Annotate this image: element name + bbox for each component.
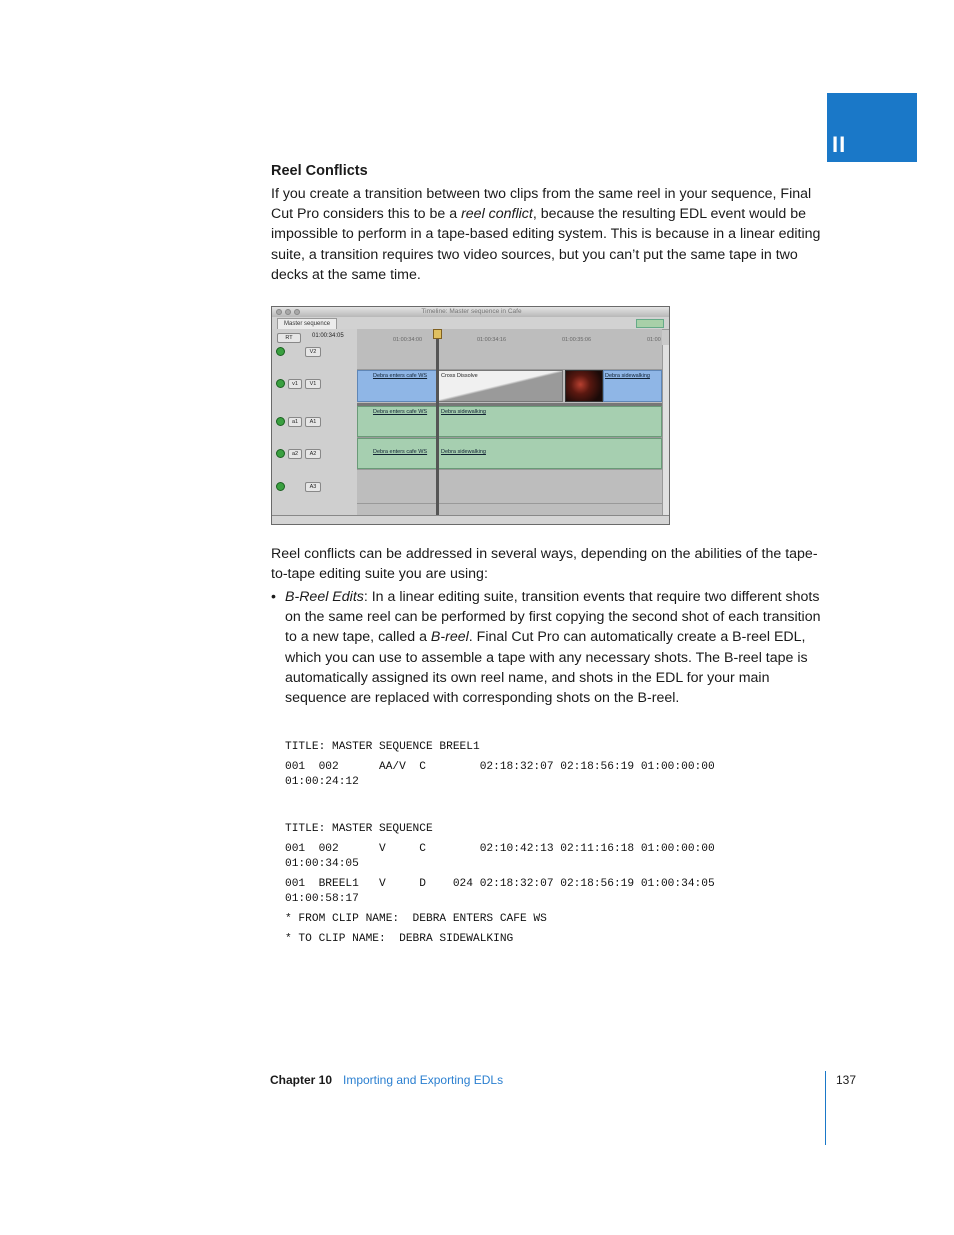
zoom-control-icon	[636, 319, 664, 328]
source-label-v1: v1	[288, 379, 302, 389]
clip-label: Debra sidewalking	[441, 449, 486, 455]
footer-chapter: Chapter 10	[270, 1073, 333, 1087]
bullet-dot: •	[271, 589, 276, 605]
bullet-text-2: . Final Cut Pro can automatically create a B-reel EDL, which you can use to assemble a tape with any necessary shots. The B-reel tape is automatically assigned its own reel name, and shots in the EDL for your main sequence are replaced with corresponding shots on the B-reel.	[285, 629, 808, 707]
footer-chapter-title-link[interactable]: Importing and Exporting EDLs	[343, 1073, 504, 1087]
track-divider	[357, 469, 670, 470]
zoom-icon	[294, 309, 300, 315]
clip-label: Debra enters cafe WS	[373, 373, 428, 379]
intro-text-2: , because the resulting EDL event would be impossible to perform in a tape-based editing system. This is because in a linear editing suite, a transition requires two video sources, but you can’t put the same tape in two decks at the same time.	[271, 206, 821, 283]
bullet-emphasis: B-reel	[430, 629, 469, 646]
track-label-v1: V1	[305, 379, 321, 389]
ruler-tick-label: 01:00:34:16	[477, 337, 507, 343]
playhead-handle-icon	[433, 329, 442, 339]
track-label-a1: A1	[305, 417, 321, 427]
track-label-a2: A2	[305, 449, 321, 459]
paragraph-2: Reel conflicts can be addressed in several ways, depending on the abilities of the tape-to-tape editing suite you are using:	[271, 546, 818, 583]
edl-line-6: * FROM CLIP NAME: DEBRA ENTERS CAFE WS	[285, 913, 547, 925]
bullet-term: B-Reel Edits	[285, 589, 364, 605]
cross-dissolve-transition	[437, 370, 563, 402]
source-label-a1: a1	[288, 417, 302, 427]
rt-menu-button: RT	[277, 333, 301, 343]
intro-text-1: If you create a transition between two clips from the same reel in your sequence, Final Cut Pro considers this to be a	[271, 186, 812, 223]
timeline-bottom-bar	[272, 515, 670, 525]
clip-thumbnail	[565, 370, 603, 402]
clip-label: Debra sidewalking	[441, 409, 486, 415]
section-heading: Reel Conflicts	[271, 163, 368, 179]
close-icon	[276, 309, 282, 315]
clip-a2-left	[357, 438, 437, 469]
clip-a1-right	[437, 406, 662, 437]
clip-v1-left	[357, 370, 437, 402]
clip-label: Debra enters cafe WS	[373, 409, 428, 415]
footer-divider	[825, 1071, 826, 1145]
track-audio-icon	[276, 482, 285, 491]
timeline-window-title: Timeline: Master sequence in Cafe	[272, 307, 670, 317]
track-label-v2: V2	[305, 347, 321, 357]
clip-v1-right	[603, 370, 662, 402]
track-divider	[357, 503, 670, 504]
part-tab	[827, 93, 917, 162]
clip-a1-left	[357, 406, 437, 437]
timeline-ruler	[357, 329, 662, 346]
source-label-a2: a2	[288, 449, 302, 459]
clip-a2-right	[437, 438, 662, 469]
clip-label: Debra enters cafe WS	[373, 449, 428, 455]
bullet-text	[285, 587, 831, 708]
sequence-tab: Master sequence	[277, 318, 337, 330]
edl-line-2: 001 002 AA/V C 02:18:32:07 02:18:56:19 01:00:00:00 01:00:24:12	[285, 761, 715, 788]
ruler-tick-label: 01:00:35:06	[562, 337, 592, 343]
edl-line-7: * TO CLIP NAME: DEBRA SIDEWALKING	[285, 933, 514, 945]
timeline-screenshot	[271, 306, 670, 525]
bullet-text-1: : In a linear editing suite, transition events that require two different shots on the same reel can be performed by first copying the second shot of each transition to a new tape, called a	[285, 589, 821, 646]
vertical-scrollbar	[662, 345, 670, 515]
edl-line-3: TITLE: MASTER SEQUENCE	[285, 823, 433, 835]
edl-line-1: TITLE: MASTER SEQUENCE BREEL1	[285, 741, 480, 753]
timeline-tracks	[357, 345, 662, 515]
track-label-a3: A3	[305, 482, 321, 492]
ruler-tick-label: 01:00:34:00	[393, 337, 423, 343]
edl-line-5: 001 BREEL1 V D 024 02:18:32:07 02:18:56:19 01:00:34:05 01:00:58:17	[285, 878, 715, 905]
track-audio-icon	[276, 417, 285, 426]
minimize-icon	[285, 309, 291, 315]
part-tab-label: II	[832, 132, 847, 157]
clip-label: Debra sidewalking	[605, 373, 650, 379]
intro-emphasis: reel conflict	[461, 206, 533, 223]
track-visibility-icon	[276, 379, 285, 388]
playhead	[436, 329, 439, 515]
ruler-tick-label: 01:00	[647, 337, 661, 343]
edl-line-4: 001 002 V C 02:10:42:13 02:11:16:18 01:00:00:00 01:00:34:05	[285, 843, 715, 870]
intro-paragraph	[271, 184, 831, 285]
transition-label: Cross Dissolve	[441, 373, 478, 379]
page-number: 137	[836, 1073, 857, 1087]
track-audio-icon	[276, 449, 285, 458]
current-timecode: 01:00:34:05	[312, 333, 344, 339]
track-visibility-icon	[276, 347, 285, 356]
